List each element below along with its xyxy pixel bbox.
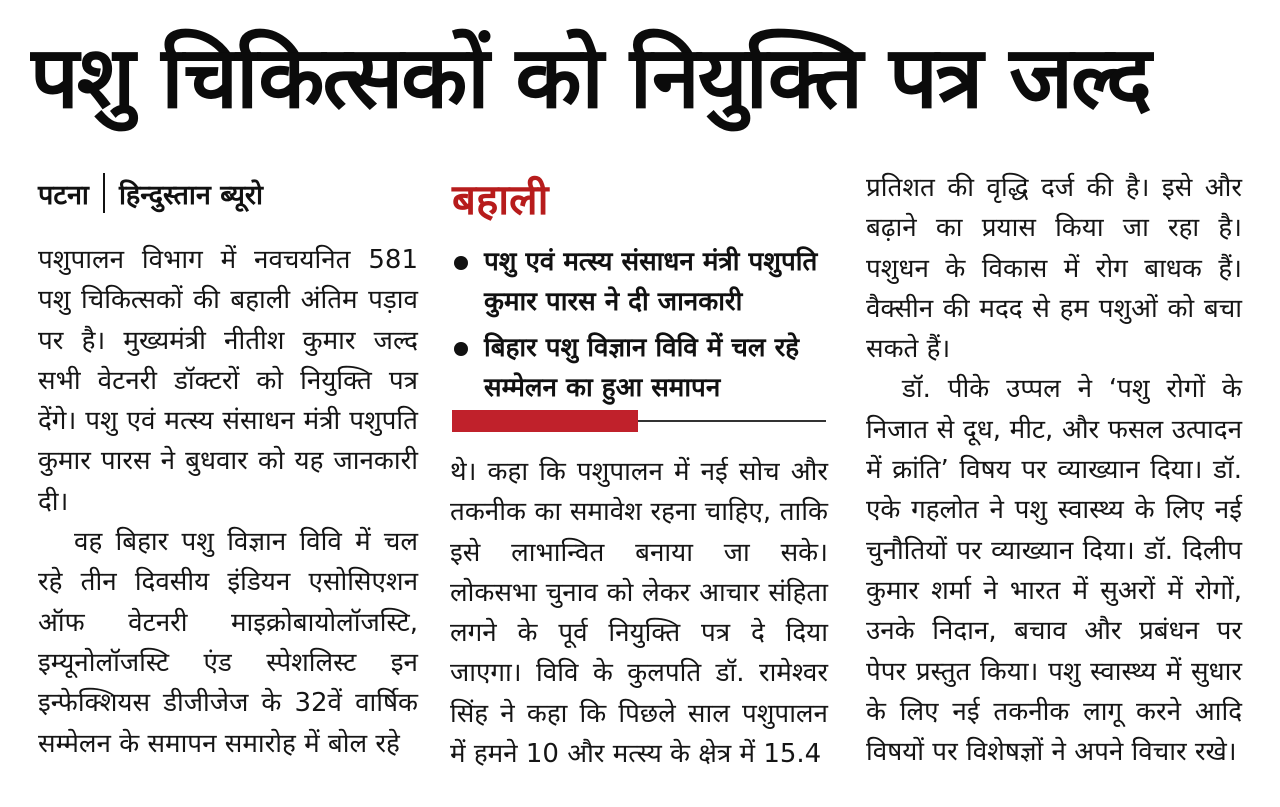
paragraph: थे। कहा कि पशुपालन में नई सोच और तकनीक का समावेश रहना चाहिए, ताकि इसे लाभान्वित बनाया जा सके। लोकसभा चुनाव को लेकर आचार संहिता लगने के पूर्व नियुक्ति पत्र दे दिया जाएगा। विवि के कुलपति डॉ. रामेश्वर सिंह ने कहा कि पिछले साल पशुपालन में हमने 10 और मत्स्य के क्षेत्र में 15.4 (450, 457, 828, 770)
bullet-icon (454, 342, 468, 356)
article-column-2 (450, 452, 828, 774)
headline: पशु चिकित्सकों को नियुक्ति पत्र जल्द (30, 28, 1150, 128)
paragraph: वह बिहार पशु विज्ञान विवि में चल रहे तीन दिवसीय इंडियन एसोसिएशन ऑफ वेटनरी माइक्रोबायोलॉजस्टि, इम्यूनोलॉजस्टि एंड स्पेशलिस्ट इन इन्फेक्शियस डीजीजेज के 32वें वार्षिक सम्मेलन के समापन समारोह में बोल रहे (38, 527, 418, 759)
paragraph: प्रतिशत की वृद्धि दर्ज की है। इसे और बढ़ाने का प्रयास किया जा रहा है। पशुधन के विकास में रोग बाधक हैं। वैक्सीन की मदद से हम पशुओं को बचा सकते हैं। (866, 173, 1242, 365)
highlight-text: बिहार पशु विज्ञान विवि में चल रहे सम्मेलन का हुआ समापन (484, 333, 800, 403)
paragraph: पशुपालन विभाग में नवचयनित 581 पशु चिकित्सकों की बहाली अंतिम पड़ाव पर है। मुख्यमंत्री नीतीश कुमार जल्द सभी वेटनरी डॉक्टरों को नियुक्ति पत्र देंगे। पशु एवं मत्स्य संसाधन मंत्री पशुपति कुमार पारस ने बुधवार को यह जानकारी दी। (38, 245, 418, 517)
article-column-1 (38, 240, 418, 764)
article-column-3 (866, 168, 1242, 772)
bullet-icon (454, 256, 468, 270)
highlight-item (452, 328, 830, 408)
divider-rule (638, 420, 826, 422)
highlight-text: पशु एवं मत्स्य संसाधन मंत्री पशुपति कुमार पारस ने दी जानकारी (484, 247, 818, 317)
accent-rule (452, 410, 638, 432)
byline-divider (103, 173, 105, 213)
paragraph: डॉ. पीके उप्पल ने ‘पशु रोगों के निजात से दूध, मीट, और फसल उत्पादन में क्रांति’ विषय पर व्याख्यान दिया। डॉ. एके गहलोत ने पशु स्वास्थ्य के लिए नई चुनौतियों पर व्याख्यान दिया। डॉ. दिलीप कुमार शर्मा ने भारत में सुअरों में रोगों, उनके निदान, बचाव और प्रबंधन पर पेपर प्रस्तुत किया। पशु स्वास्थ्य में सुधार के लिए नई तकनीक लागू करने आदि विषयों पर विशेषज्ञों ने अपने विचार रखे। (866, 374, 1242, 768)
byline (38, 168, 263, 218)
dateline-city: पटना (38, 179, 89, 211)
bureau-name: हिन्दुस्तान ब्यूरो (118, 179, 263, 211)
section-kicker: बहाली (452, 175, 549, 224)
highlights-list (452, 242, 830, 414)
highlight-item (452, 242, 830, 322)
